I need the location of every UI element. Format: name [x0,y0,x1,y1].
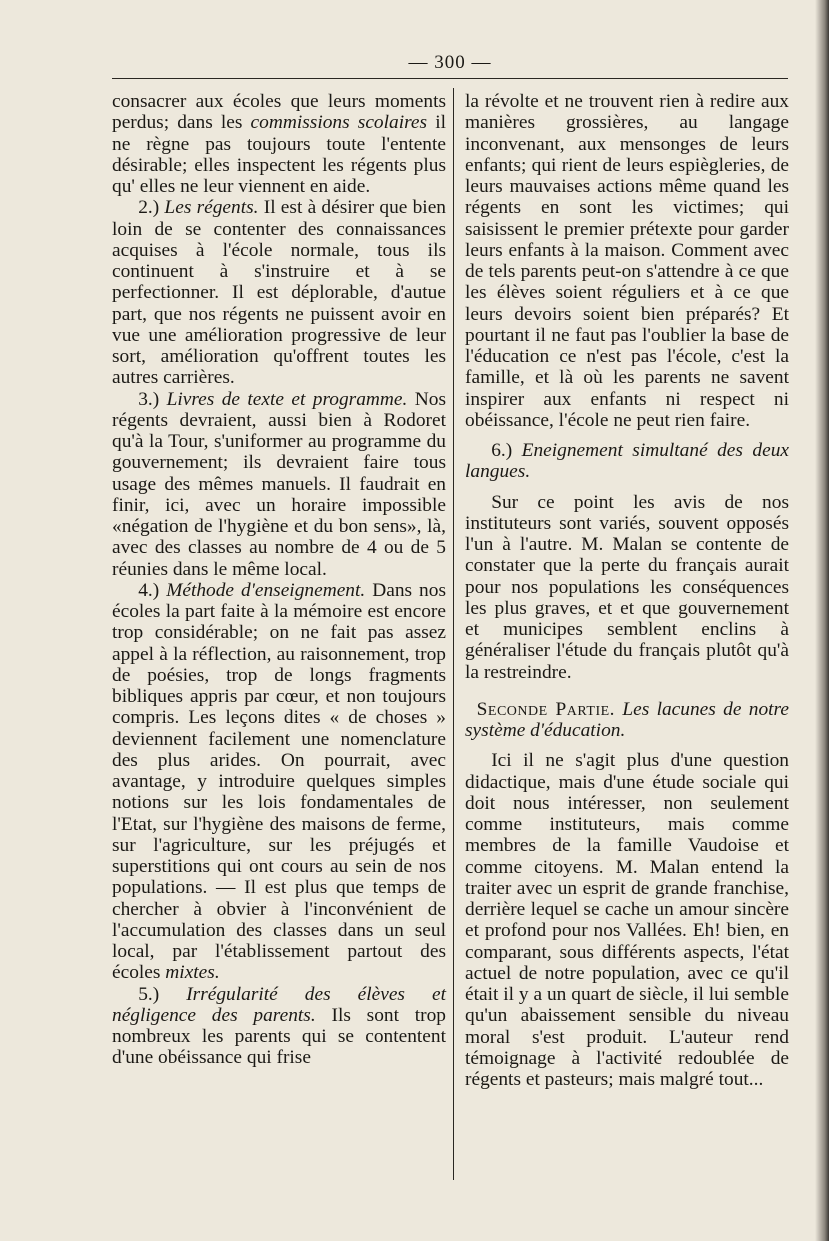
text-run: Ils sont trop nombreux les parents qui se contentent d'une obéissance qui frise [112,1004,446,1069]
paragraph-methode [112,580,446,984]
item-title: Livres de texte et programme. [166,388,408,410]
paragraph-question-sociale: Ici il ne s'agit plus d'une question didactique, mais d'une étude sociale qui doit nous intéresser, non seulement comme instituteurs, mais comme membres de la famille Vaudoise et comme citoyens. M. Malan entend la traiter avec un esprit de grande franchise, derrière lequel se cache un amour sincère et profond pour nos Vallées. Eh! bien, en comparant, sous différents aspects, l'état actuel de notre population, avec ce qu'il était il y a un quart de siècle, il lui semble qu'un abaissement sensible du niveau moral s'est produit. L'auteur rend témoignage à l'activité redoublée de régents et pasteurs; mais malgré tout... [465,750,789,1090]
text-run: il ne règne pas toujours toute l'entente désirable; elles inspectent les régents plus qu' elles ne leur viennent en aide. [112,112,446,197]
paragraph-irregularite [112,984,446,1069]
text-run: Nos régents devraient, aussi bien à Rodoret qu'à la Tour, s'uniformer au programme du gouvernement; ils devraient faire tous usage des mêmes manuels. Il faudrait en finir, ici, avec un horaire impossible «négation de l'hygiène et du bon sens», là, avec des classes au nombre de 4 ou de 5 réunies dans le même local. [112,388,447,580]
item-number: 5.) [138,983,187,1005]
right-column [465,91,789,1090]
text-run: Dans nos écoles la part faite à la mémoire est encore trop considérable; on ne fait pas assez appel à la réflection, au raisonnement, trop de poésies, trop de longs fragments bibliques appris par cœur, et non toujours compris. Les leçons dites « de choses » deviennent facilement une nomenclature des plus arides. On pourrait, avec avantage, y introduire quelques simples notions sur les lois fondamentales de l'Etat, sur l'hygiène des maisons de ferme, sur l'agriculture, sur les préjugés et superstitions qui ont cours au sein de nos populations. — Il est plus que temps de chercher à obvier à l'inconvénient de l'accumulation des classes dans un seul local, par l'établissement partout des écoles [112,579,446,984]
item-number: 4.) [138,579,167,601]
page-edge-shadow [815,0,829,1241]
left-column [112,91,446,1069]
page-number: — 300 — [408,52,492,73]
paragraph-regents [112,197,446,388]
header-rule [112,78,788,79]
item-number: 6.) [491,440,522,461]
column-divider [453,88,454,1180]
text-run: Il est à désirer que bien loin de se contenter des connaissances acquises à l'école normale, tous ils continuent à s'instruire et à se perfectionner. Il est déplorable, d'autue part, que nos régents ne puissent avoir en vue une amélioration progressive de leur sort, amélioration qu'offrent toutes les autres carrières. [112,197,446,389]
paragraph-commissions [112,91,446,197]
item-title: Irrégularité des élèves et négligence des parents. [112,983,446,1026]
paragraph-livres [112,389,446,580]
section-heading [465,699,789,742]
section-title: Les lacunes de notre système d'éducation. [465,698,789,741]
item-number: 2.) [138,197,165,219]
item-number: 3.) [138,388,167,410]
item-title: Eneignement simultané des deux langues. [465,440,789,483]
item-title: Les régents. [164,197,259,219]
item-title: Méthode d'enseignement. [166,579,366,601]
paragraph-enseignement-title [465,440,789,483]
emphasis: commissions scolaires [250,112,428,134]
paragraph-avis: Sur ce point les avis de nos instituteurs sont variés, souvent opposés l'un à l'autre. M. Malan se contente de constater que la perte du français aurait pour nos populations les conséquences les plus graves, et et que gouvernement et municipes semblent enclins à généraliser l'étude du français plutôt qu'à la restreindre. [465,491,789,683]
text-run: consacrer aux écoles que leurs moments perdus; dans les [112,91,446,134]
emphasis: mixtes. [165,962,220,984]
section-label: Seconde Partie. [476,698,616,720]
paragraph-revolte: la révolte et ne trouvent rien à redire aux manières grossières, au langage inconvenant, aux mensonges de leurs enfants; qui rient de leurs espiègleries, de leurs mauvaises actions même quand les régents en sont les victimes; qui saisissent le premier prétexte pour garder leurs enfants à la maison. Comment avec de tels parents peut-on s'attendre à ce que les élèves soient réguliers et à ce que leurs devoirs soient bien préparés? Et pourtant il ne faut pas l'oublier la base de l'éducation ce n'est pas l'école, c'est la famille, et là où les parents ne savent inspirer aux enfants ni respect ni obéissance, l'école ne peut rien faire. [465,91,789,431]
